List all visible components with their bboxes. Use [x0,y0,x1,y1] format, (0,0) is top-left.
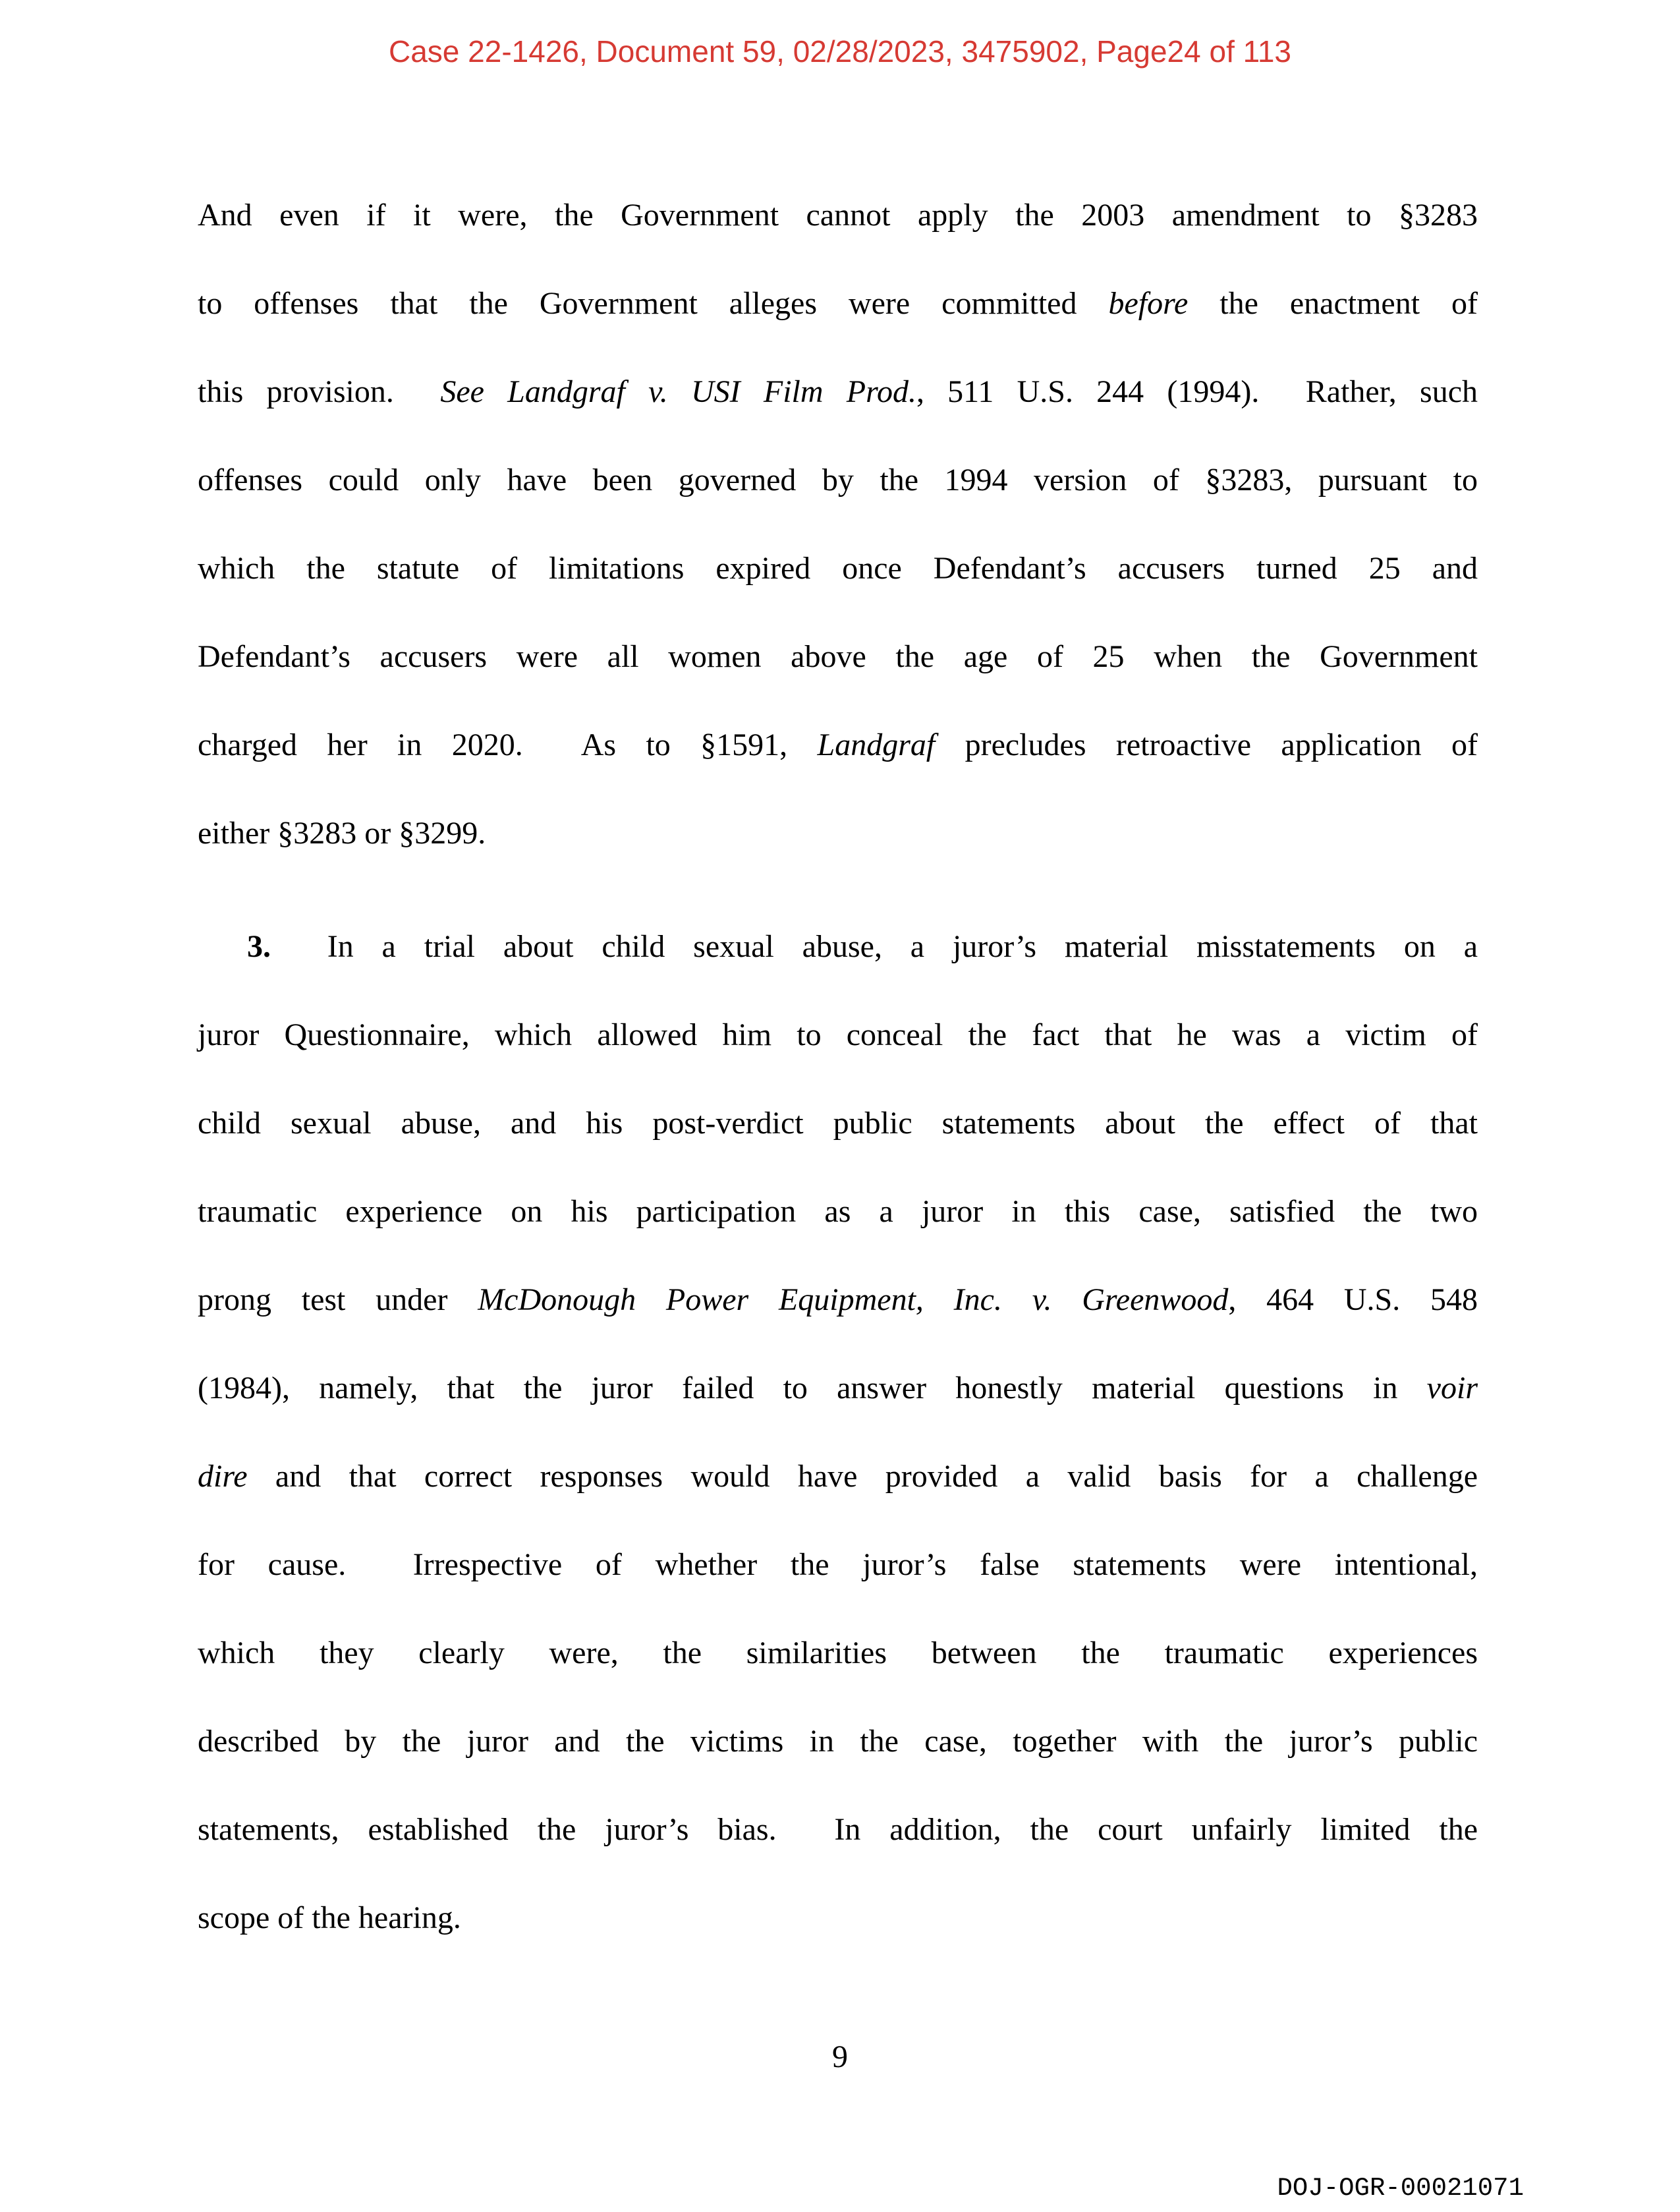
body-line [198,348,1478,436]
text-segment: which they clearly were, the similarities between the traumatic experiences [198,1635,1478,1670]
body-line [198,1521,1478,1609]
paragraph [198,903,1478,1962]
body-line [198,1874,1478,1962]
text-segment: Defendant’s accusers were all women above the age of 25 when the Government [198,639,1478,674]
body-line [198,1786,1478,1874]
text-segment: described by the juror and the victims in the case, together with the juror’s public [198,1724,1478,1759]
text-segment: , 511 U.S. 244 (1994). Rather, such [916,374,1478,409]
body-line [198,1079,1478,1168]
text-segment: and that correct responses would have provided a valid basis for a challenge [247,1459,1478,1494]
body-line [198,701,1478,789]
text-segment: to offenses that the Government alleges were committed [198,286,1109,321]
text-segment: the enactment of [1188,286,1478,321]
case-stamp: Case 22-1426, Document 59, 02/28/2023, 3475902, Page24 of 113 [389,34,1291,69]
body-line [198,789,1478,878]
document-body [198,171,1478,1962]
body-line [198,525,1478,613]
body-line [198,436,1478,525]
text-segment: this provision. [198,374,441,409]
text-segment: 3. [247,929,271,964]
text-segment: offenses could only have been governed by the 1994 version of §3283, pursuant to [198,463,1478,497]
text-segment: And even if it were, the Government cannot apply the 2003 amendment to §3283 [198,198,1478,233]
body-line [198,1697,1478,1786]
body-line [198,613,1478,701]
bates-number: DOJ-OGR-00021071 [1277,2174,1524,2203]
text-segment: charged her in 2020. As to §1591, [198,727,818,762]
body-line [198,1256,1478,1344]
text-segment: McDonough Power Equipment, Inc. v. Greenwood [478,1282,1229,1317]
text-segment: , 464 U.S. 548 [1228,1282,1478,1317]
paragraph [198,171,1478,878]
body-line [198,1432,1478,1521]
text-segment: statements, established the juror’s bias. In addition, the court unfairly limited the [198,1812,1478,1847]
body-line [198,1344,1478,1432]
text-segment: precludes retroactive application of [935,727,1478,762]
text-segment: See Landgraf v. USI Film Prod. [440,374,916,409]
body-line [198,903,1478,991]
text-segment: In a trial about child sexual abuse, a juror’s material misstatements on a [271,929,1478,964]
text-segment: dire [198,1459,248,1494]
text-segment: for cause. Irrespective of whether the juror’s false statements were intentional, [198,1547,1478,1582]
text-segment: scope of the hearing. [198,1900,461,1935]
text-segment: traumatic experience on his participation as a juror in this case, satisfied the two [198,1194,1478,1229]
text-segment: prong test under [198,1282,478,1317]
text-segment: Landgraf [817,727,936,762]
body-line [198,991,1478,1079]
text-segment: juror Questionnaire, which allowed him to conceal the fact that he was a victim of [198,1017,1478,1052]
body-line [198,1609,1478,1697]
page-number: 9 [832,2039,848,2074]
text-segment: before [1108,286,1189,321]
body-line [198,260,1478,348]
text-segment: child sexual abuse, and his post-verdict public statements about the effect of that [198,1106,1478,1141]
body-line [198,171,1478,260]
text-segment: either §3283 or §3299. [198,816,486,851]
body-line [198,1168,1478,1256]
text-segment: voir [1426,1371,1478,1405]
text-segment: (1984), namely, that the juror failed to answer honestly material questions in [198,1371,1427,1405]
text-segment: which the statute of limitations expired once Defendant’s accusers turned 25 and [198,551,1478,586]
